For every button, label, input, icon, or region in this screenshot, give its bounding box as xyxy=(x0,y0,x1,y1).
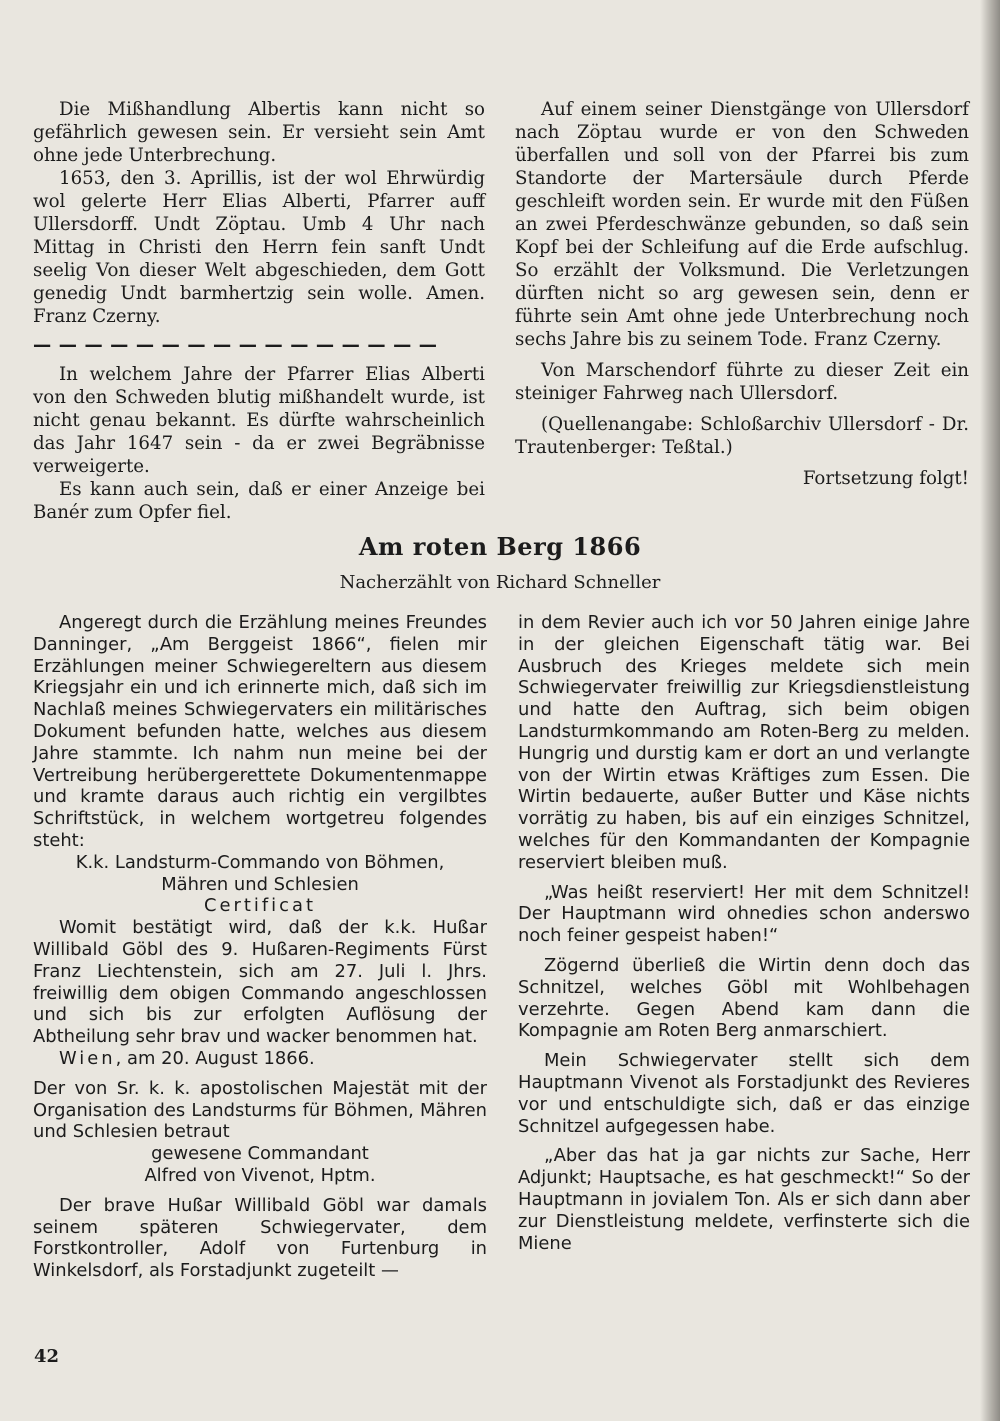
article-byline: Nacherzählt von Richard Schneller xyxy=(339,572,661,593)
paragraph: in dem Revier auch ich vor 50 Jahren einige Jahre in der gleichen Eigenschaft tätig war. Bei Ausbruch des Krieges meldete sich mein Schwiegervater freiwillig zur Kriegsdienstleistung und hatte den Auftrag, sich beim obigen Landsturmkommando am Roten-Berg zu melden. Hungrig und durstig kam er dort an und verlangte von der Wirtin etwas Kräftiges zum Essen. Die Wirtin bedauerte, außer Butter und Käse nichts vorrätig zu haben, bis auf ein einziges Schnitzel, welches für den Kommandanten der Kompagnie reserviert bleiben muß. xyxy=(518,612,970,873)
paragraph: (Quellenangabe: Schloßarchiv Ullersdorf - Dr. Trautenberger: Teßtal.) xyxy=(515,414,969,458)
certificate-signature-name: Alfred von Vivenot, Hptm. xyxy=(144,1164,376,1186)
paragraph: 1653, den 3. Aprillis, ist der wol Ehrwürdig wol gelerte Herr Elias Alberti, Pfarrer auff Ullersdorff. Undt Zöptau. Umb 4 Uhr nach Mittag in Christi den Herrn fein sanft Undt seelig Von dieser Welt abgeschieden, dem Gott genedig Undt barmhertzig sein wolle. Amen. Franz Czerny. xyxy=(33,168,485,327)
certificate-heading: Certificat xyxy=(204,895,316,917)
paragraph: In welchem Jahre der Pfarrer Elias Alberti von den Schweden blutig mißhandelt wurde, ist nicht genau bekannt. Es dürfte wahrscheinlich das Jahr 1647 sein - da er zwei Begräbnisse verweigerte. xyxy=(33,364,485,477)
certificate-issuer-region: Mähren und Schlesien xyxy=(161,873,359,895)
certificate-date-value: , am 20. August 1866. xyxy=(115,1047,315,1069)
certificate-date xyxy=(33,1048,487,1070)
paragraph: Die Mißhandlung Albertis kann nicht so gefährlich gewesen sein. Er versieht sein Amt ohne jede Unterbrechung. xyxy=(33,99,485,166)
upper-right-column xyxy=(515,98,969,490)
lower-left-column xyxy=(33,612,487,1282)
paragraph: „Aber das hat ja gar nichts zur Sache, Herr Adjunkt; Hauptsache, es hat geschmeckt!“ So der Hauptmann in jovialem Ton. Als er sich dann aber zur Dienstleistung meldete, verfinsterte sich die Miene xyxy=(518,1145,970,1254)
page-edge-shadow xyxy=(980,0,1000,1421)
paragraph: Der brave Hußar Willibald Göbl war damals seinem späteren Schwiegervater, dem Forstkontroller, Adolf von Furtenburg in Winkelsdorf, als Forstadjunkt zugeteilt — xyxy=(33,1194,487,1282)
paragraph: Mein Schwiegervater stellt sich dem Hauptmann Vivenot als Forstadjunkt des Revieres vor und entschuldigte sich, daß er das einzige Schnitzel aufgegessen habe. xyxy=(518,1050,970,1137)
paragraph: Auf einem seiner Dienstgänge von Ullersdorf nach Zöptau wurde er von den Schweden überfallen und soll von der Pfarrei bis zum Standorte der Martersäule durch Pferde geschleift worden sein. Er wurde mit den Füßen an zwei Pferdeschwänze gebunden, so daß sein Kopf bei der Schleifung auf die Erde aufschlug. So erzählt der Volksmund. Die Verletzungen dürften nicht so arg gewesen sein, denn er führte sein Amt ohne jede Unterbrechung noch sechs Jahre bis zu seinem Tode. Franz Czerny. xyxy=(515,99,969,350)
certificate-place: Wien xyxy=(59,1047,116,1069)
paragraph: Es kann auch sein, daß er einer Anzeige bei Banér zum Opfer fiel. xyxy=(33,479,485,523)
paragraph: Zögernd überließ die Wirtin denn doch das Schnitzel, welches Göbl mit Wohlbehagen verzehrte. Gegen Abend kam dann die Kompagnie am Roten Berg anmarschiert. xyxy=(518,954,970,1042)
paragraph: Angeregt durch die Erzählung meines Freundes Danninger, „Am Berggeist 1866“, fielen mir Erzählungen meiner Schwiegereltern aus diesem Kriegsjahr ein und ich erinnerte mich, daß sich im Nachlaß meines Schwiegervaters ein militärisches Dokument befunden hatte, welches aus diesem Jahre stammte. Ich nahm nun meine bei der Vertreibung herübergerettete Dokumentenmappe und kramte daraus auch richtig ein vergilbtes Schriftstück, in welchem wortgetreu folgendes steht: xyxy=(33,612,487,851)
paragraph: „Was heißt reserviert! Her mit dem Schnitzel! Der Hauptmann wird ohnedies schon anderswo noch feiner gespeist haben!“ xyxy=(518,881,970,947)
upper-left-column xyxy=(33,98,485,524)
separator-line: — — — — — — — — — — — — — — — — xyxy=(33,335,438,356)
continuation-note: Fortsetzung folgt! xyxy=(802,468,969,489)
paragraph: Von Marschendorf führte zu dieser Zeit ein steiniger Fahrweg nach Ullersdorf. xyxy=(515,360,969,404)
page-number: 42 xyxy=(34,1346,60,1367)
article-title: Am roten Berg 1866 xyxy=(358,532,642,561)
lower-right-column xyxy=(518,612,970,1254)
certificate-signature-role: gewesene Commandant xyxy=(151,1143,369,1165)
certificate-text: Womit bestätigt wird, daß der k.k. Hußar Willibald Göbl des 9. Hußaren-Regiments Fürst Franz Liechtenstein, sich am 27. Juli l. Jhrs. freiwillig dem obigen Commando angeschlossen und sich bis zur erfolgten Auflösung der Abtheilung sehr brav und wacker benommen hat. xyxy=(33,917,487,1048)
certificate-signature-text: Der von Sr. k. k. apostolischen Majestät mit der Organisation des Landsturms für Böhmen, Mähren und Schlesien betraut xyxy=(33,1077,487,1143)
certificate-issuer: K.k. Landsturm-Commando von Böhmen, xyxy=(75,851,445,873)
